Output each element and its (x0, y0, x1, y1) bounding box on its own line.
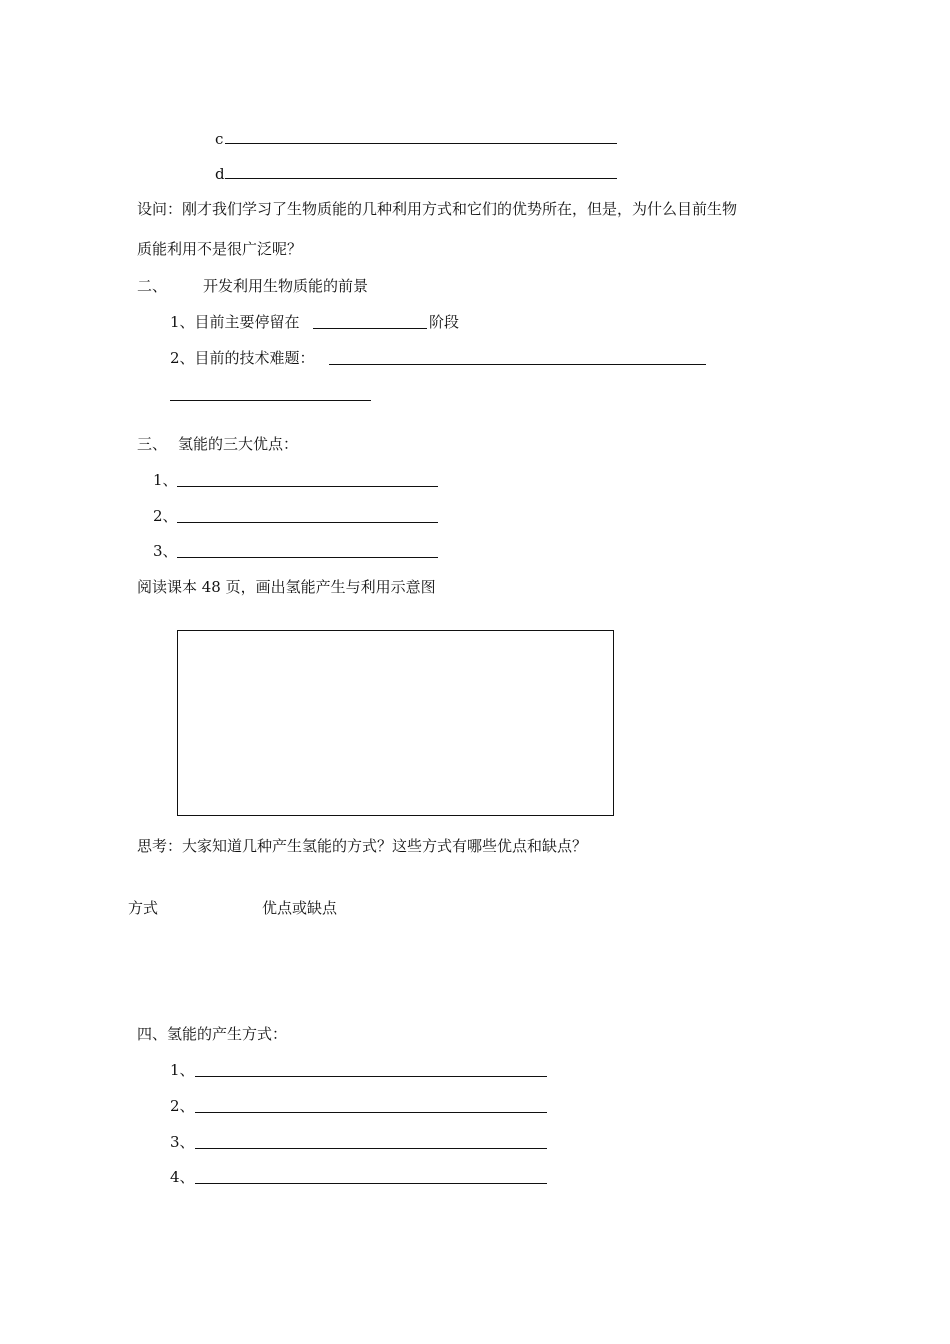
section3-item-2-label: 2、 (153, 507, 178, 525)
section2-number: 二、 (137, 277, 168, 295)
section2-item2-blank-cont[interactable] (170, 400, 371, 401)
section4-item-3-label: 3、 (170, 1133, 195, 1151)
section3-item-3-label: 3、 (153, 542, 178, 560)
section3-number: 三、 (137, 435, 168, 453)
section2-item2-prefix: 2、目前的技术难题： (170, 349, 315, 367)
section4-item-1-label: 1、 (170, 1061, 195, 1079)
section4-item-2-label: 2、 (170, 1097, 195, 1115)
section3-item-2-blank[interactable] (177, 522, 438, 523)
section4-title: 四、氢能的产生方式： (137, 1025, 288, 1043)
section2-item1-suffix: 阶段 (429, 313, 460, 331)
section3-item-3-blank[interactable] (177, 557, 438, 558)
question-line-1: 设问：刚才我们学习了生物质能的几种利用方式和它们的优势所在，但是，为什么目前生物 (137, 200, 738, 218)
section4-item-3-blank[interactable] (195, 1148, 547, 1149)
header-pros-cons: 优点或缺点 (262, 899, 338, 917)
section4-item-4-blank[interactable] (195, 1183, 547, 1184)
reading-instruction: 阅读课本 48 页，画出氢能产生与利用示意图 (137, 578, 436, 596)
header-method: 方式 (128, 899, 159, 917)
section4-item-1-blank[interactable] (195, 1076, 547, 1077)
section2-item1-prefix: 1、目前主要停留在 (170, 313, 300, 331)
section4-item-4-label: 4、 (170, 1168, 195, 1186)
thinking-question: 思考：大家知道几种产生氢能的方式？这些方式有哪些优点和缺点？ (137, 837, 588, 855)
fill-label-c: c (215, 130, 224, 148)
fill-label-d: d (215, 165, 225, 183)
section3-item-1-label: 1、 (153, 471, 178, 489)
fill-line-d[interactable] (225, 178, 617, 179)
section3-title: 氢能的三大优点： (178, 435, 299, 453)
section2-title: 开发利用生物质能的前景 (203, 277, 369, 295)
fill-line-c[interactable] (225, 143, 617, 144)
section2-item1-blank[interactable] (313, 328, 427, 329)
section4-item-2-blank[interactable] (195, 1112, 547, 1113)
section2-item2-blank[interactable] (329, 364, 706, 365)
section3-item-1-blank[interactable] (177, 486, 438, 487)
drawing-box[interactable] (177, 630, 614, 816)
question-line-2: 质能利用不是很广泛呢？ (137, 240, 303, 258)
